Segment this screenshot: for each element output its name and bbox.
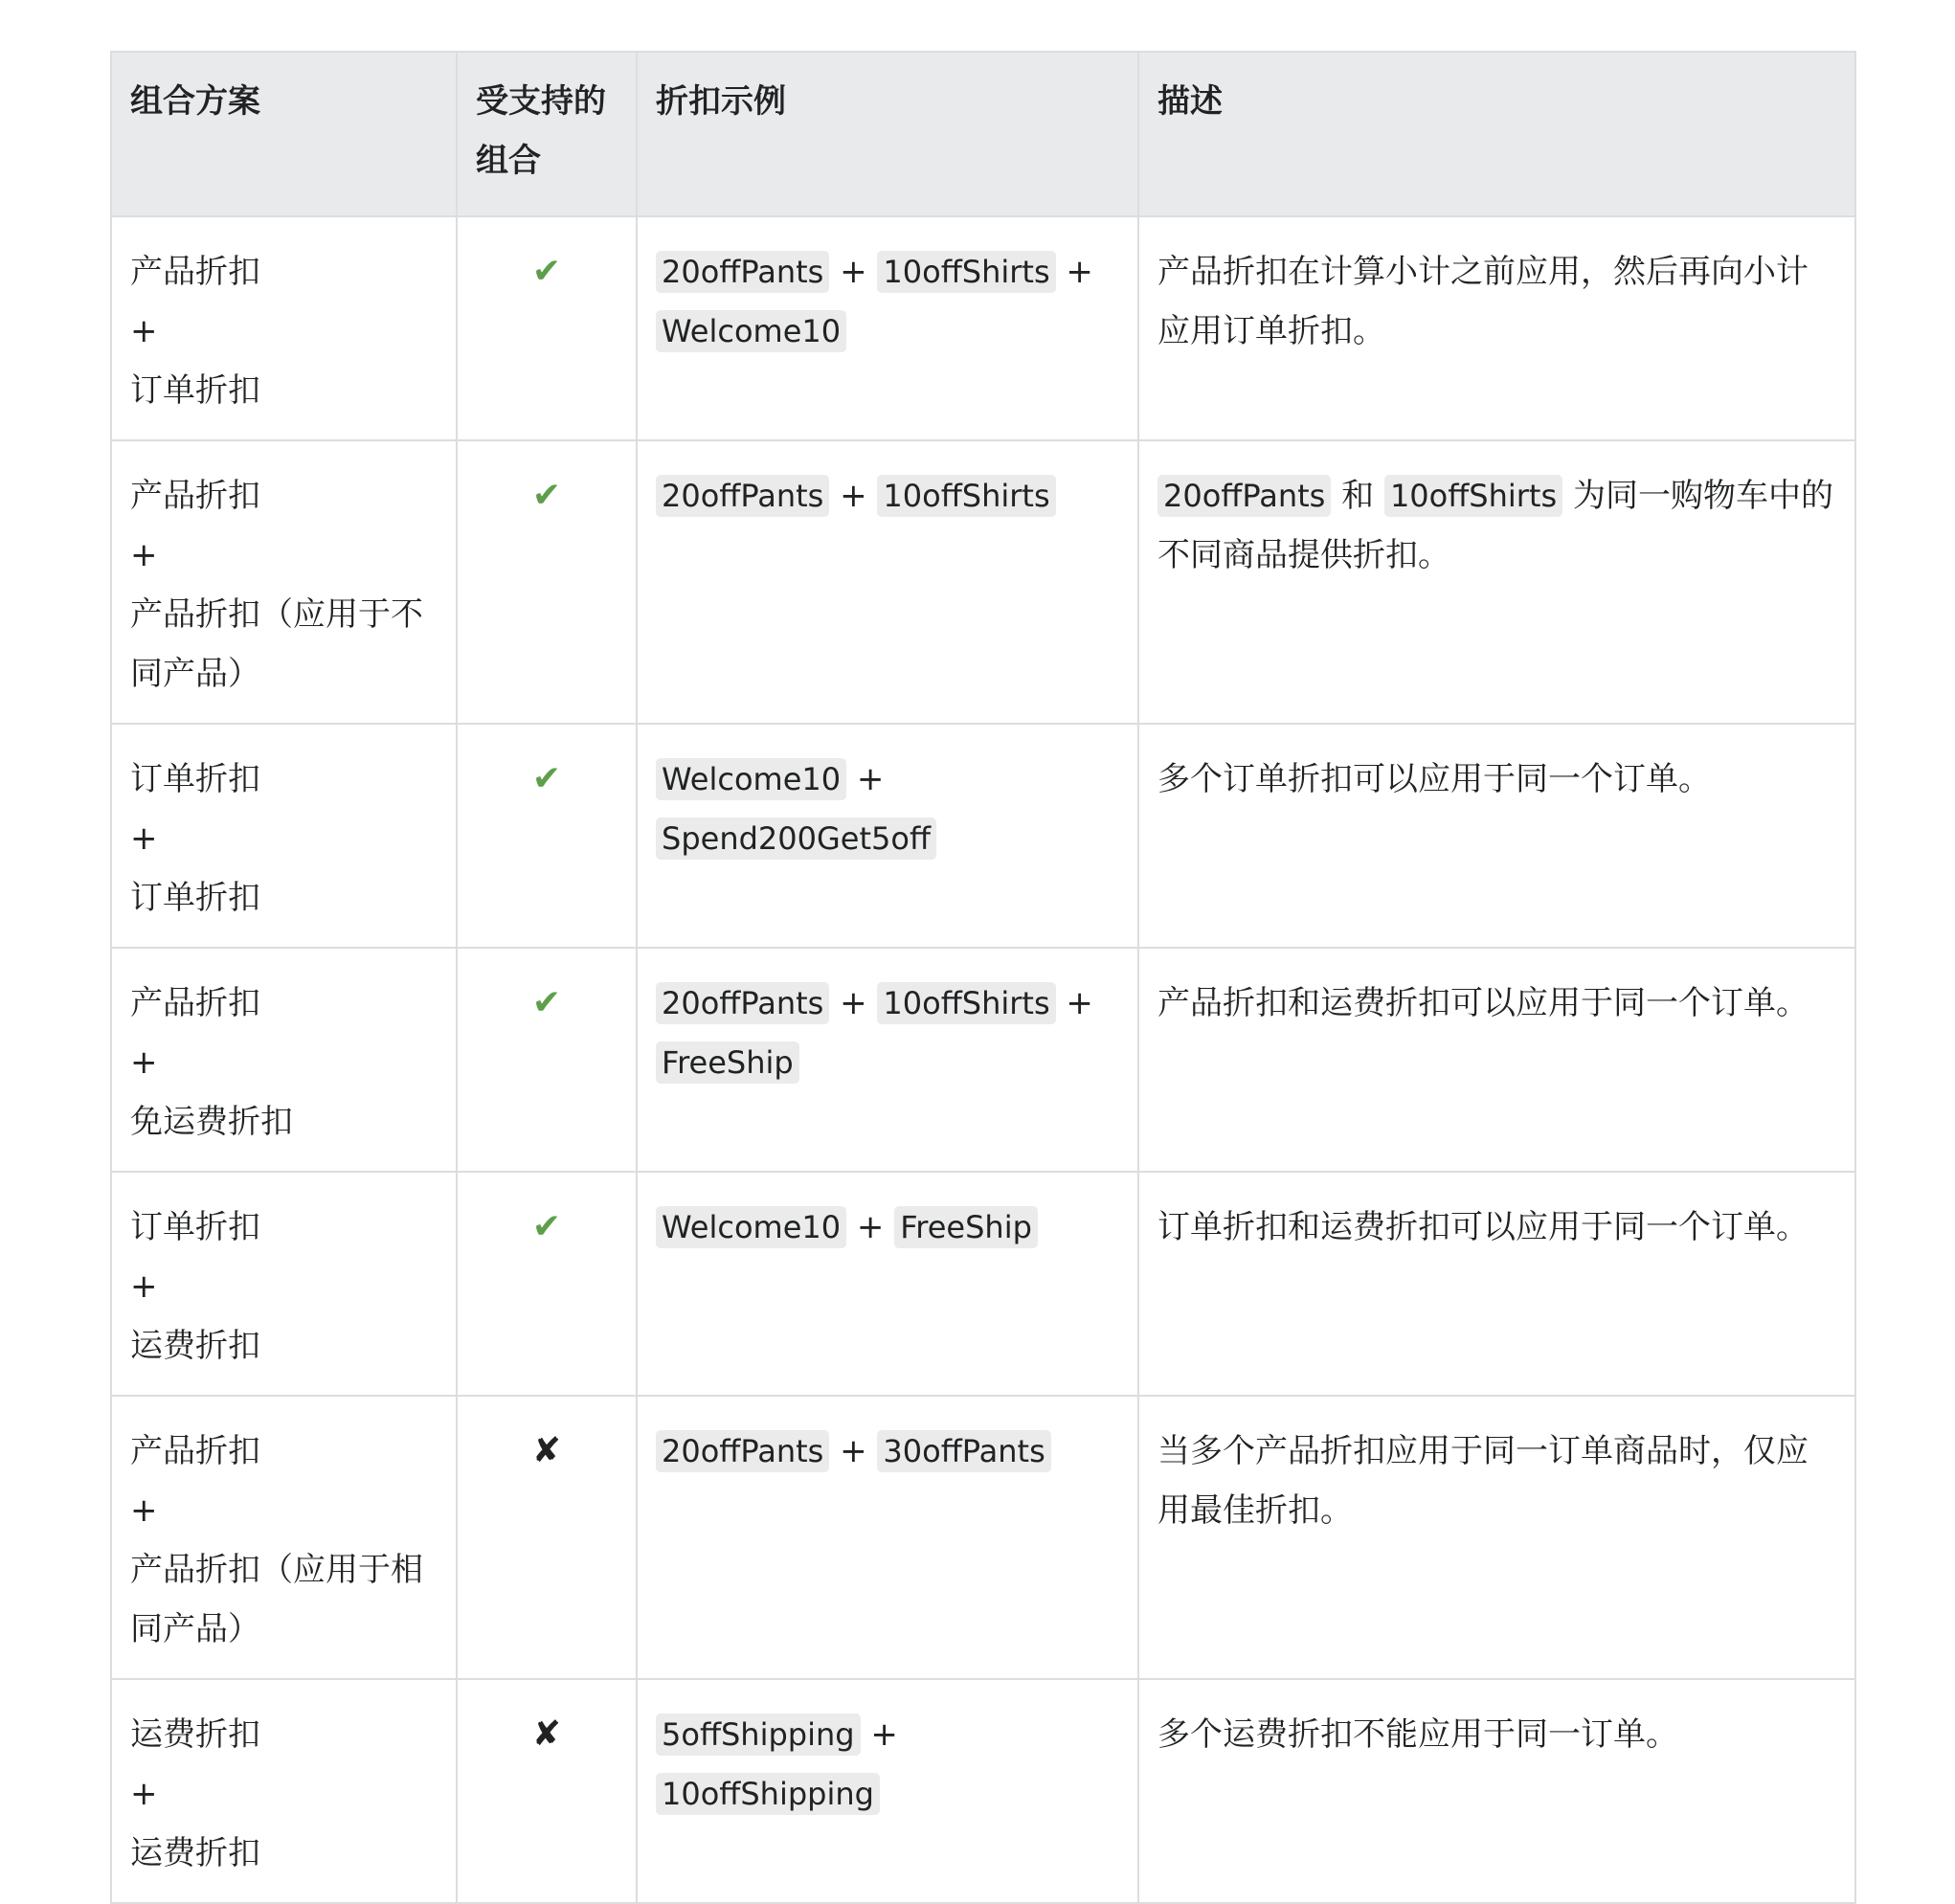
description-cell (1138, 1172, 1855, 1396)
description-text: 订单折扣和运费折扣可以应用于同一个订单。 (1157, 1208, 1809, 1246)
combination-line: + (130, 819, 158, 858)
combination-line: + (130, 1267, 158, 1306)
check-mark-icon: ✔ (531, 759, 562, 798)
discount-code: 30offPants (877, 1430, 1050, 1472)
check-mark-icon: ✔ (531, 983, 562, 1022)
combination-line: + (130, 312, 158, 350)
plus-separator: + (829, 984, 878, 1022)
example-cell (637, 1679, 1138, 1903)
description-text: 为同一购物车中的不同商品提供折扣。 (1157, 477, 1833, 574)
combination-cell (111, 724, 457, 948)
description-cell (1138, 216, 1855, 440)
description-text: 产品折扣在计算小计之前应用，然后再向小计应用订单折扣。 (1157, 253, 1809, 350)
description-cell (1138, 440, 1855, 724)
combination-line: 订单折扣 (130, 1208, 260, 1246)
discount-code: 20offPants (656, 251, 829, 293)
table-header-row (111, 52, 1855, 216)
example-cell (637, 440, 1138, 724)
plus-separator: + (846, 760, 885, 798)
combination-line: 运费折扣 (130, 1715, 260, 1754)
cross-mark-icon: ✘ (531, 1431, 562, 1470)
description-text: 和 (1331, 477, 1384, 515)
supported-cell (457, 440, 637, 724)
plus-separator: + (829, 477, 878, 515)
supported-cell (457, 1172, 637, 1396)
combination-cell (111, 216, 457, 440)
example-cell (637, 948, 1138, 1172)
example-cell (637, 1396, 1138, 1679)
supported-cell (457, 216, 637, 440)
table-row (111, 1396, 1855, 1679)
discount-code: FreeShip (894, 1206, 1038, 1248)
table-row (111, 948, 1855, 1172)
combination-line: + (130, 1491, 158, 1530)
header-combination: 组合方案 (111, 52, 457, 216)
combination-line: 产品折扣 (130, 984, 260, 1022)
table-row (111, 1172, 1855, 1396)
table-row (111, 216, 1855, 440)
check-mark-icon: ✔ (531, 1207, 562, 1246)
discount-code: Welcome10 (656, 310, 846, 352)
combination-cell (111, 1679, 457, 1903)
discount-code: 5offShipping (656, 1714, 861, 1756)
supported-cell (457, 1396, 637, 1679)
combination-line: 产品折扣 (130, 253, 260, 291)
plus-separator: + (829, 1432, 878, 1470)
table-row (111, 440, 1855, 724)
example-cell (637, 216, 1138, 440)
description-cell (1138, 1396, 1855, 1679)
discount-code: 10offShirts (877, 982, 1055, 1024)
supported-cell (457, 724, 637, 948)
combination-line: + (130, 536, 158, 574)
description-text: 当多个产品折扣应用于同一订单商品时，仅应用最佳折扣。 (1157, 1432, 1809, 1530)
discount-code: Spend200Get5off (656, 818, 936, 860)
table-row (111, 724, 1855, 948)
discount-code: Welcome10 (656, 1206, 846, 1248)
combination-line: 运费折扣 (130, 1834, 260, 1872)
combination-line: 订单折扣 (130, 371, 260, 410)
discount-combinations-table (110, 51, 1856, 1904)
discount-code: 20offPants (656, 982, 829, 1024)
combination-line: + (130, 1043, 158, 1082)
plus-separator: + (1055, 984, 1093, 1022)
example-cell (637, 1172, 1138, 1396)
plus-separator: + (1055, 253, 1093, 291)
plus-separator: + (829, 253, 878, 291)
combination-line: 产品折扣 (130, 1432, 260, 1470)
combination-cell (111, 1396, 457, 1679)
discount-code: Welcome10 (656, 758, 846, 800)
discount-combinations-table-wrapper (110, 51, 1854, 1904)
plus-separator: + (860, 1715, 898, 1754)
description-text: 多个运费折扣不能应用于同一订单。 (1157, 1715, 1678, 1754)
plus-separator: + (846, 1208, 895, 1246)
header-example: 折扣示例 (637, 52, 1138, 216)
combination-cell (111, 948, 457, 1172)
check-mark-icon: ✔ (531, 252, 562, 291)
header-supported: 受支持的组合 (457, 52, 637, 216)
header-description: 描述 (1138, 52, 1855, 216)
supported-cell (457, 948, 637, 1172)
cross-mark-icon: ✘ (531, 1714, 562, 1754)
combination-line: 订单折扣 (130, 760, 260, 798)
discount-code: 10offShirts (877, 475, 1055, 517)
description-text: 多个订单折扣可以应用于同一个订单。 (1157, 760, 1711, 798)
description-cell (1138, 1679, 1855, 1903)
discount-code: 10offShirts (877, 251, 1055, 293)
combination-line: 产品折扣 (130, 477, 260, 515)
combination-line: 产品折扣（应用于不同产品） (130, 595, 423, 693)
discount-code: 20offPants (656, 1430, 829, 1472)
discount-code: 20offPants (656, 475, 829, 517)
combination-line: 运费折扣 (130, 1327, 260, 1365)
combination-cell (111, 1172, 457, 1396)
discount-code: 20offPants (1157, 475, 1331, 517)
description-cell (1138, 948, 1855, 1172)
description-text: 产品折扣和运费折扣可以应用于同一个订单。 (1157, 984, 1809, 1022)
combination-line: 免运费折扣 (130, 1103, 293, 1141)
discount-code: 10offShipping (656, 1773, 880, 1815)
discount-code: 10offShirts (1384, 475, 1562, 517)
combination-line: 订单折扣 (130, 879, 260, 917)
check-mark-icon: ✔ (531, 476, 562, 515)
combination-line: + (130, 1775, 158, 1813)
combination-cell (111, 440, 457, 724)
table-row (111, 1679, 1855, 1903)
discount-code: FreeShip (656, 1042, 799, 1084)
supported-cell (457, 1679, 637, 1903)
example-cell (637, 724, 1138, 948)
description-cell (1138, 724, 1855, 948)
combination-line: 产品折扣（应用于相同产品） (130, 1551, 423, 1648)
